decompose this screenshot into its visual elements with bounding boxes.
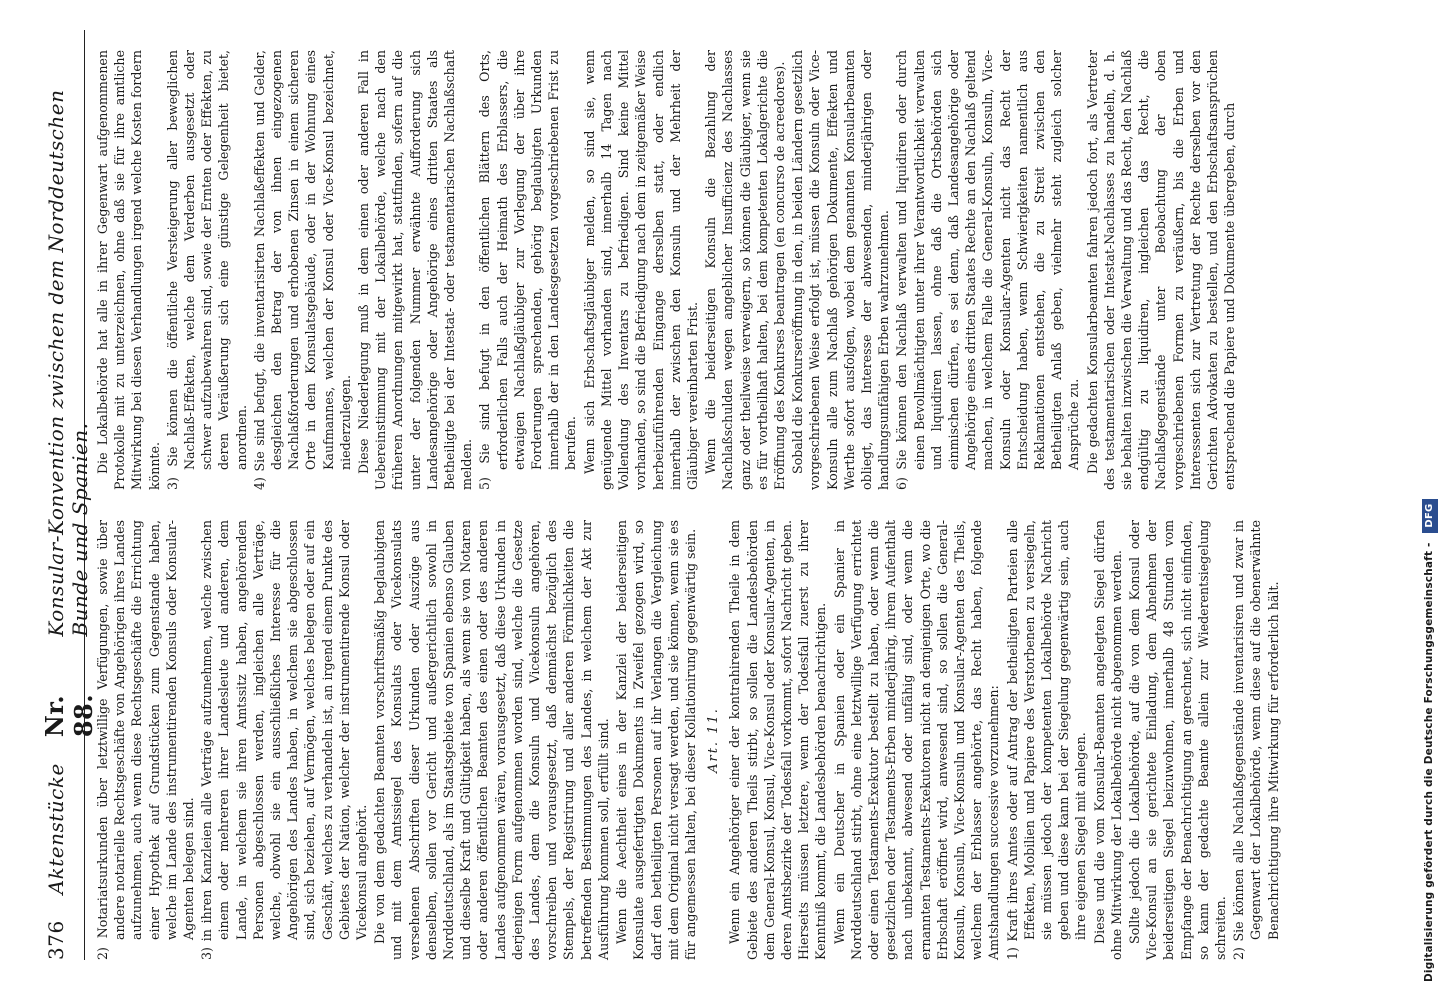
list-item: 6) Sie können den Nachlaß verwalten und liquidiren oder durch einen Bevollmächtigten unter ihrer Verantwortlichkeit verwalten und liquidiren lassen, ohne daß die Ortsbehörden sich einmischen dürfen, es sei denn, daß Landesangehörige oder Angehörige eines dritten Staates Rechte an den Nachlaß geltend machen, in welchem Falle die General-Konsuln, Konsuln, Vice-Konsuln oder Konsular-Agenten nicht das Recht der Entscheidung haben, wenn Schwierigkeiten namentlich aus Reklamationen entstehen, die zu Streit zwischen den Betheiligten Anlaß geben, vielmehr steht zugleich solcher Ansprüche zu. <box>894 50 1082 490</box>
paragraph: Wenn die Aechtheit eines in der Kanzlei der beiderseitigen Konsulate ausgefertigten Dokuments in Zweifel gezogen wird, so darf den betheiligten Personen auf ihr Verlangen die Vergleichung mit dem Original nicht versagt werden, und sie können, wenn sie es für angemessen halten, bei dieser Kollationirung gegenwärtig sein. <box>614 520 698 960</box>
paragraph: Wenn ein Deutscher in Spanien oder ein Spanier in Norddeutschland stirbt, ohne eine letztwillige Verfügung errichtet oder einen Testaments-Exekutor bestellt zu haben, oder wenn die gesetzlichen oder Testaments-Erben minderjährig, ihrem Aufenthalt nach unbekannt, abwesend oder unfähig sind, oder wenn die ernannten Testaments-Exekutoren nicht an demjenigen Orte, wo die Erbschaft eröffnet wird, anwesend sind, so sollen die General-Konsuln, Konsuln, Vice-Konsuln und Konsular-Agenten des Theils, welchem der Erblasser angehörte, das Recht haben, folgende Amtshandlungen successive vorzunehmen: <box>831 520 1002 960</box>
list-item: 4) Sie sind befugt, die inventarisirten Nachlaßeffekten und Gelder, desgleichen den Betrag der von ihnen eingezogenen Nachlaßforderungen und erhobenen Zinsen in einem sicheren Orte in dem Konsulatsgebäude, oder in der Wohnung eines Kaufmannes, welchen der Konsul oder Vice-Konsul bezeichnet, niederzulegen. <box>251 50 353 490</box>
page-number: 376 <box>44 920 68 960</box>
list-item: 2) Notariatsurkunden über letztwillige Verfügungen, sowie über andere notarielle Rechtsgeschäfte von Angehörigen ihres Landes aufzunehmen, auch wenn diese Rechtsgeschäfte die Errichtung einer Hypothek auf Grundstücken zum Gegenstande haben, welche im Lande des instrumentirenden Konsuls oder Konsular-Agenten belegen sind. <box>95 520 197 960</box>
digitization-note <box>1418 12 1440 982</box>
dfg-logo: DFG <box>1422 499 1438 533</box>
paragraph: Die gedachten Konsularbeamten fahren jedoch fort, als Vertreter des testamentarischen oder Intestat-Nachlasses zu handeln, d. h. sie behalten inzwischen die Verwaltung und das Recht, den Nachlaß endgültig zu liquidiren, ingleichen das Recht, die Nachlaßgegenstände unter Beobachtung der oben vorgeschriebenen Formen zu veräußern, bis die Erben und Interessenten sich zur Vertretung der Rechte derselben vor den Gerichten Advokaten zu bestellen, und den Erbschaftsansprüchen entsprechend die Papiere und Dokumente übergeben, durch <box>1084 50 1238 490</box>
header-lead: Aktenstücke <box>44 763 68 895</box>
list-item: 5) Sie sind befugt in den öffentlichen Blättern des Orts, erforderlichen Falls auch der Heimath des Erblassers, die etwaigen Nachlaßgläubiger zur Vorlegung der über ihre Forderungen sprechenden, gehörig beglaubigten Urkunden innerhalb der in den Landesgesetzen vorgeschriebenen Frist zu berufen. <box>477 50 579 490</box>
paragraph: Die Lokalbehörde hat alle in ihrer Gegenwart aufgenommenen Protokolle mit zu unterzeichnen, ohne daß sie für ihre amtliche Mitwirkung bei diesen Verhandlungen irgend welche Kosten fordern könnte. <box>95 50 162 490</box>
page-header <box>40 30 98 960</box>
paragraph: Wenn die beiderseitigen Konsuln die Bezahlung der Nachlaßschulden wegen angeblicher Insufficienz des Nachlasses ganz oder theilweise verweigern, so können die Gläubiger, wenn sie es für vortheilhaft halten, bei dem kompetenten Lokalgerichte die Eröffnung des Konkurses beantragen (en concurso de acreedores). <box>703 50 787 490</box>
paragraph: Die von dem gedachten Beamten vorschriftsmäßig beglaubigten und mit dem Amtssiegel des Konsulats oder Vicekonsulats versehenen Abschriften dieser Urkunden oder Auszüge aus denselben, sollen vor Gericht und außergerichtlich sowohl in Norddeutschland, als im Staatsgebiete von Spanien ebenso Glauben und dieselbe Kraft und Gültigkeit haben, als wenn sie von Notaren oder anderen öffentlichen Beamten des einen oder des anderen Landes aufgenommen wären, vorausgesetzt, daß diese Urkunden in derjenigen Form aufgenommen worden sind, welche die Gesetze des Landes, dem die Konsuln und Vicekonsuln angehören, vorschreiben und vorausgesetzt, daß demnächst bezüglich des Stempels, der Registrirung und aller anderen Förmlichkeiten die betreffenden Bestimmungen des Landes, in welchem der Akt zur Ausführung kommen soll, erfüllt sind. <box>372 520 611 960</box>
paragraph: Sobald die Konkurseröffnung in den, in beiden Ländern gesetzlich vorgeschriebenen Weise erfolgt ist, müssen die Konsuln oder Vice-Konsuln alle zum Nachlaß gehörigen Dokumente, Effekten und Werthe sofort ausfolgen, wobei dem genannten Konsularbeamten obliegt, das Interesse der abwesenden, minderjährigen oder handlungsunfähigen Erben wahrzunehmen. <box>790 50 892 490</box>
digitization-text: Digitalisierung gefördert durch die Deutsche Forschungsgemeinschaft - <box>1423 542 1435 982</box>
list-item: 1) Kraft ihres Amtes oder auf Antrag der betheiligten Parteien alle Effekten, Mobilien und Papiere des Verstorbenen zu versiegeln, sie müssen jedoch der kompetenten Lokalbehörde Nachricht geben und diese kann bei der Siegelung gegenwärtig sein, auch ihre eigenen Siegel mit anlegen. <box>1004 520 1089 960</box>
paragraph: Wenn sich Erbschaftsgläubiger melden, so sind sie, wenn genügende Mittel vorhanden sind, innerhalb 14 Tagen nach Vollendung des Inventars zu befriedigen. Sind keine Mittel vorhanden, so sind die Befriedigung nach dem in zeitgemäßer Weise herbeizuführenden Eingange derselben statt, oder endlich innerhalb der zwischen den Konsuln und der Mehrheit der Gläubiger vereinbarten Frist. <box>581 50 700 490</box>
paragraph: Sollte jedoch die Lokalbehörde, auf die von dem Konsul oder Vice-Konsul an sie gerichtete Einladung, dem Abnehmen der beiderseitigen Siegel beizuwohnen, innerhalb 48 Stunden vom Empfange der Benachrichtigung an gerechnet, sich nicht einfinden, so kann der gedachte Beamte allein zur Wiederentsiegelung schreiten. <box>1126 520 1228 960</box>
left-column <box>94 520 1380 960</box>
list-item: 3) in ihren Kanzleien alle Verträge aufzunehmen, welche zwischen einem oder mehreren ihrer Landesleute und anderen, dem Lande, in welchem sie ihren Amtssitz haben, angehörenden Personen abgeschlossen werden, ingleichen alle Verträge, welche, obwohl sie ein ausschließliches Interesse für die Angehörigen des Landes haben, in welchem sie abgeschlossen sind, sich beziehen, auf Vermögen, welches belegen oder auf ein Geschäft, welches zu verhandeln ist, an irgend einem Punkte des Gebietes der Nation, welcher der instrumentirende Konsul oder Vicekonsul angehört. <box>199 520 370 960</box>
document-number: Nr. 88. <box>40 693 98 738</box>
paragraph: Diese und die vom Konsular-Beamten angelegten Siegel dürfen ohne Mitwirkung der Lokalbehörde nicht abgenommen werden. <box>1091 520 1124 960</box>
list-item: 3) Sie können die öffentliche Versteigerung aller beweglichen Nachlaß-Effekten, welche dem Verderben ausgesetzt oder schwer aufzubewahren sind, sowie der Ernten oder Effekten, zu deren Veräußerung sich eine günstige Gelegenheit bietet, anordnen. <box>164 50 249 490</box>
right-column <box>94 50 1380 490</box>
paragraph: Wenn ein Angehöriger einer der kontrahirenden Theile in dem Gebiete des anderen Theils stirbt, so sollen die Landesbehörden dem General-Konsul, Konsul, Vice-Konsul oder Konsular-Agenten, in deren Amtsbezirke der Todesfall vorkommt, sofort Nachricht geben. Hierseits müssen letztere, wenn der Todesfall zuerst zu ihrer Kenntniß kommt, die Landesbehörden benachrichtigen. <box>727 520 829 960</box>
page-title: Konsular-Konvention zwischen dem Norddeutschen Bunde und Spanien. <box>44 89 92 637</box>
printed-page <box>40 30 1380 960</box>
article-heading: Art. 11. <box>706 707 722 773</box>
list-item: 2) Sie können alle Nachlaßgegenstände inventarisiren und zwar in Gegenwart der Lokalbehörde, wenn diese auf die obenerwähnte Benachrichtigung ihre Mitwirkung für erforderlich hält. <box>1231 520 1281 960</box>
paragraph: Diese Niederlegung muß in dem einen oder anderen Fall in Uebereinstimmung mit der Lokalbehörde, welche nach den früheren Anordnungen mitgewirkt hat, stattfinden, sofern auf die unter der folgenden Nummer erwähnte Aufforderung sich Landesangehörige oder Angehörige eines dritten Staates als Betheiligte bei der Intestat- oder testamentarischen Nachlaßschaft melden. <box>356 50 475 490</box>
